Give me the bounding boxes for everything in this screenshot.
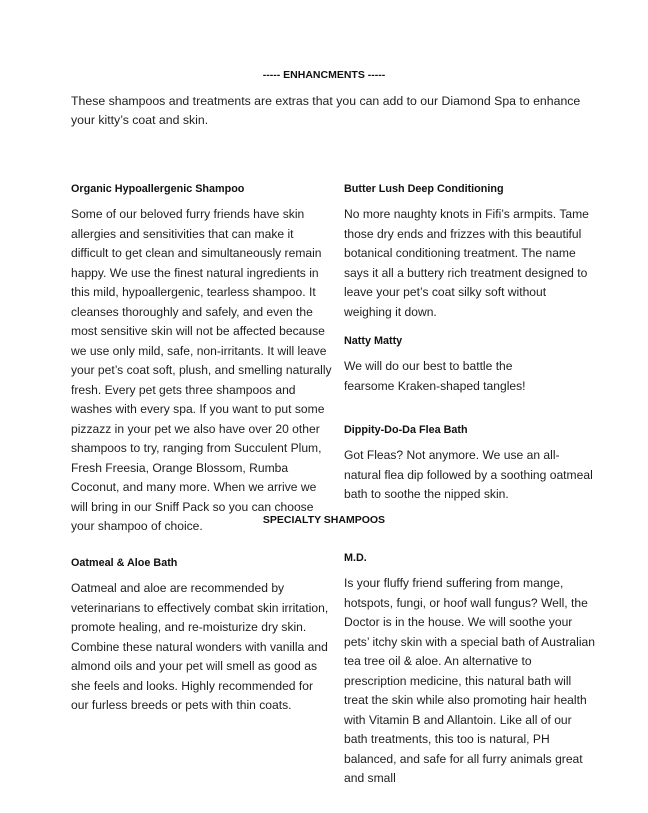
- section-heading: Oatmeal & Aloe Bath: [71, 557, 178, 569]
- specialty-shampoos-title: SPECIALTY SHAMPOOS: [262, 514, 386, 526]
- specialty-oatmeal-aloe-bath: [71, 556, 333, 716]
- section-body: Oatmeal and aloe are recommended by veterinarians to effectively combat skin irritation, promote healing, and re-moisturize dry skin. Combine these natural wonders with vanilla and almond oils and your pet will smell as good as she feels and looks. Highly recommended for our furless breeds or pets with thin coats.: [71, 581, 329, 712]
- section-body: Got Fleas? Not anymore. We use an all-natural flea dip followed by a soothing oatmeal bath to soothe the nipped skin.: [344, 448, 593, 501]
- specialty-md: [344, 551, 596, 789]
- enhancements-title: ----- ENHANCMENTS -----: [262, 69, 386, 81]
- enhancement-dippity-do-da-flea-bath: [344, 423, 596, 505]
- enhancement-natty-matty: [344, 334, 596, 396]
- section-heading: Dippity-Do-Da Flea Bath: [344, 424, 468, 436]
- section-heading: Natty Matty: [344, 335, 403, 347]
- section-body: We will do our best to battle the fearsome Kraken-shaped tangles!: [344, 359, 526, 393]
- section-heading: Organic Hypoallergenic Shampoo: [71, 183, 245, 195]
- enhancement-organic-hypoallergenic-shampoo: [71, 182, 333, 537]
- section-body: No more naughty knots in Fifi’s armpits. Tame those dry ends and frizzes with this beautiful botanical conditioning treatment. The name says it all a buttery rich treatment designed to leave your pet’s coat silky soft without weighing it down.: [344, 207, 589, 319]
- enhancements-intro: These shampoos and treatments are extras that you can add to our Diamond Spa to enhance your kitty’s coat and skin.: [71, 94, 581, 127]
- section-body: Is your fluffy friend suffering from mange, hotspots, fungi, or hoof wall fungus? Well, the Doctor is in the house. We will soothe your pets’ itchy skin with a special bath of Australian tea tree oil & aloe. An alternative to prescription medicine, this natural bath will treat the skin while also promoting hair health with Vitamin B and Allantoin. Like all of our bath treatments, this too is natural, PH balanced, and safe for all furry animals great and small: [344, 576, 595, 785]
- section-body: Some of our beloved furry friends have skin allergies and sensitivities that can make it difficult to get clean and simultaneously remain happy. We use the finest natural ingredients in this mild, hypoallergenic, tearless shampoo. It cleanses thoroughly and safely, and even the most sensitive skin will not be affected because we use only mild, safe, non-irritants. It will leave your pet’s coat soft, plush, and smelling naturally fresh. Every pet gets three shampoos and washes with every spa. If you want to put some pizzazz in your pet we also have over 20 other shampoos to try, ranging from Succulent Plum, Fresh Freesia, Orange Blossom, Rumba Coconut, and many more. When we arrive we will bring in our Sniff Pack so you can choose your shampoo of choice.: [71, 207, 332, 533]
- section-heading: M.D.: [344, 552, 367, 564]
- section-heading: Butter Lush Deep Conditioning: [344, 183, 504, 195]
- enhancement-butter-lush-deep-conditioning: [344, 182, 596, 322]
